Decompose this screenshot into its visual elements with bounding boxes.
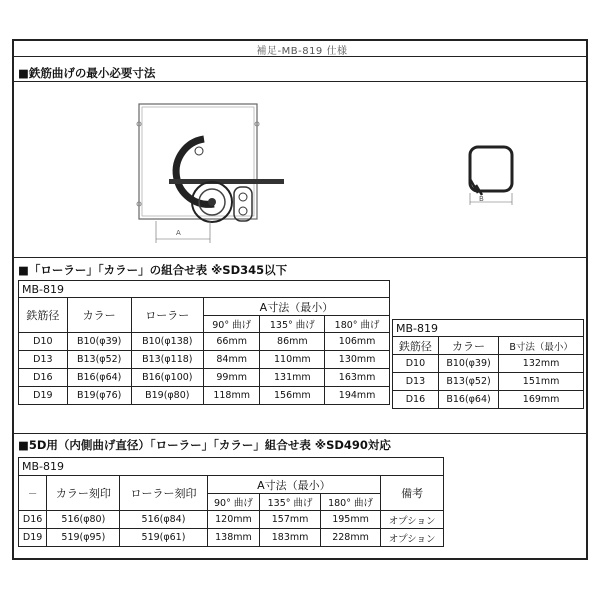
- table-row: [393, 391, 584, 409]
- cell: B16(φ100): [131, 369, 203, 387]
- cell: B10(φ39): [67, 333, 131, 351]
- cell: 156mm: [260, 387, 325, 405]
- page-title: 補足-MB-819 仕様: [256, 46, 348, 57]
- cell: B13(φ118): [131, 351, 203, 369]
- col-180: 180° 曲げ: [325, 316, 390, 333]
- b-dimension-table: [392, 319, 584, 409]
- col-collar: カラー: [438, 337, 498, 355]
- cell: オプション: [381, 529, 444, 547]
- table-row: [19, 369, 390, 387]
- table-row: [19, 351, 390, 369]
- dimension-a-label: A: [176, 229, 181, 237]
- cell: B16(φ64): [438, 391, 498, 409]
- cell: 163mm: [325, 369, 390, 387]
- cell: 118mm: [203, 387, 260, 405]
- dimension-b-label: B: [479, 195, 484, 203]
- cell: 106mm: [325, 333, 390, 351]
- cell: 66mm: [203, 333, 260, 351]
- cell: B13(φ52): [67, 351, 131, 369]
- cell: D19: [19, 387, 68, 405]
- cell: B10(φ138): [131, 333, 203, 351]
- cell: D13: [19, 351, 68, 369]
- cell: 138mm: [207, 529, 260, 547]
- divider: [14, 257, 586, 258]
- bender-diagram: [134, 99, 284, 259]
- cell: 151mm: [499, 373, 584, 391]
- cell: D16: [393, 391, 439, 409]
- cell: B16(φ64): [67, 369, 131, 387]
- cell: 86mm: [260, 333, 325, 351]
- cell: D16: [19, 511, 47, 529]
- table1-model: MB-819: [19, 281, 390, 298]
- col-bar-size: 鉄筋径: [393, 337, 439, 355]
- section3-heading: ■5D用（内側曲げ直径）「ローラー」「カラー」組合せ表 ※SD490対応: [18, 438, 391, 452]
- cell: D10: [393, 355, 439, 373]
- cell: D10: [19, 333, 68, 351]
- col-bar-size: 鉄筋径: [19, 298, 68, 333]
- col-135: 135° 曲げ: [260, 316, 325, 333]
- divider: [14, 56, 586, 57]
- col-a-dimension: A寸法（最小）: [207, 476, 381, 494]
- cell: 195mm: [320, 511, 380, 529]
- cell: D16: [19, 369, 68, 387]
- section2-heading: ■「ローラー」「カラー」の組合せ表 ※SD345以下: [18, 263, 288, 277]
- table2-model: MB-819: [393, 320, 584, 337]
- cell: B19(φ80): [131, 387, 203, 405]
- cell: 110mm: [260, 351, 325, 369]
- cell: B13(φ52): [438, 373, 498, 391]
- divider: [14, 81, 586, 82]
- cell: 84mm: [203, 351, 260, 369]
- cell: 120mm: [207, 511, 260, 529]
- col-90: 90° 曲げ: [203, 316, 260, 333]
- cell: 228mm: [320, 529, 380, 547]
- table-row: [19, 511, 444, 529]
- table3-model: MB-819: [19, 458, 444, 476]
- cell: B19(φ76): [67, 387, 131, 405]
- col-b-dimension: B寸法（最小）: [499, 337, 584, 355]
- cell: 130mm: [325, 351, 390, 369]
- section1-heading: ■鉄筋曲げの最小必要寸法: [18, 66, 156, 80]
- table-row: [393, 373, 584, 391]
- cell: 157mm: [260, 511, 320, 529]
- cell: 99mm: [203, 369, 260, 387]
- cell: 519(φ61): [120, 529, 207, 547]
- spec-sheet: [12, 39, 588, 560]
- col-collar: カラー: [67, 298, 131, 333]
- col-90: 90° 曲げ: [207, 494, 260, 511]
- cell: 183mm: [260, 529, 320, 547]
- cell: D19: [19, 529, 47, 547]
- table-row: [393, 355, 584, 373]
- cell: 131mm: [260, 369, 325, 387]
- cell: オプション: [381, 511, 444, 529]
- roller-collar-table: [18, 280, 390, 405]
- col-roller: ローラー: [131, 298, 203, 333]
- cell: 516(φ84): [120, 511, 207, 529]
- table-row: [19, 387, 390, 405]
- col-180: 180° 曲げ: [320, 494, 380, 511]
- table-row: [19, 333, 390, 351]
- stirrup-diagram: [452, 139, 522, 209]
- col-135: 135° 曲げ: [260, 494, 320, 511]
- cell: 516(φ80): [47, 511, 120, 529]
- col-note: 備考: [381, 476, 444, 511]
- cell: D13: [393, 373, 439, 391]
- col-dash: －: [19, 476, 47, 511]
- divider: [14, 433, 586, 434]
- cell: 169mm: [499, 391, 584, 409]
- col-roller-mark: ローラー刻印: [120, 476, 207, 511]
- cell: B10(φ39): [438, 355, 498, 373]
- 5d-combination-table: [18, 457, 444, 547]
- col-a-dimension: A寸法（最小）: [203, 298, 389, 316]
- cell: 194mm: [325, 387, 390, 405]
- table-row: [19, 529, 444, 547]
- cell: 519(φ95): [47, 529, 120, 547]
- cell: 132mm: [499, 355, 584, 373]
- col-collar-mark: カラー刻印: [47, 476, 120, 511]
